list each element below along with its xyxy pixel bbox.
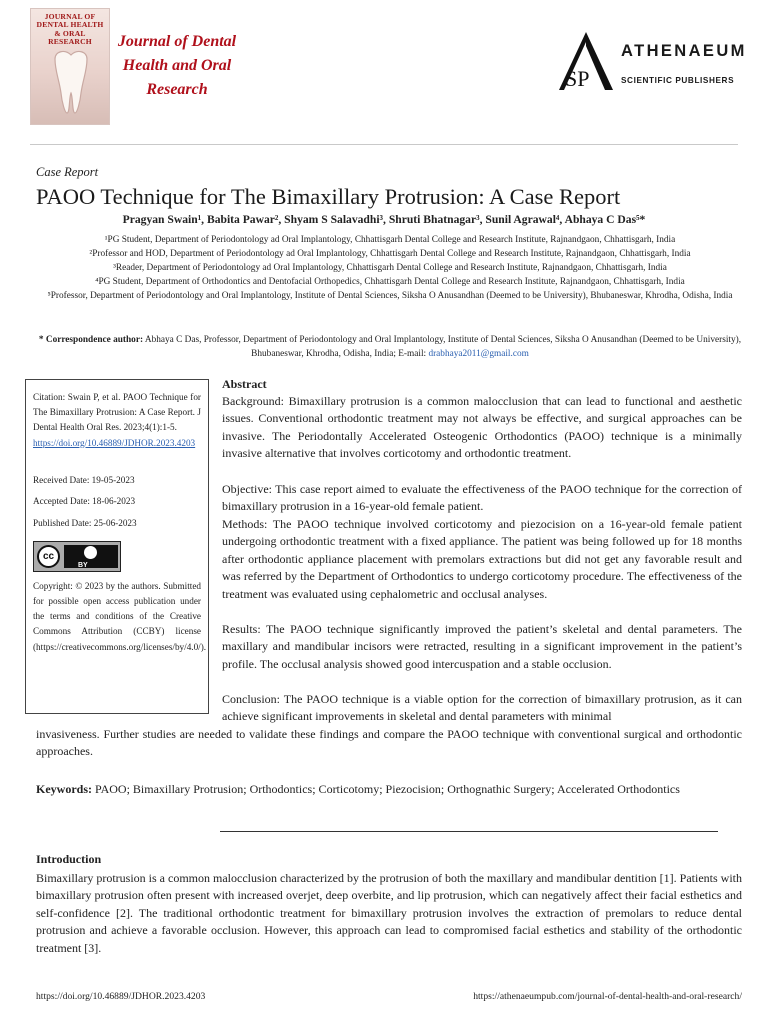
received-date: Received Date: 19-05-2023 — [33, 474, 135, 485]
tooth-icon — [49, 49, 93, 117]
journal-cover-image — [30, 8, 110, 125]
footer-doi[interactable]: https://doi.org/10.46889/JDHOR.2023.4203 — [36, 991, 206, 1002]
abstract-methods: Methods: The PAOO technique involved corticotomy and piezocision on a 16-year-old female patient undergoing orthodontic treatment with a fixed appliance. The patient was being followed up for 18 months after orthodontic appliance placement with premolars extractions but did not get any favorable result and was referred by the Department of Orthodontics to undergo corticotomy procedure. The effectiveness of the treatment was evaluated using cephalometric and occlusal analyses. — [222, 517, 742, 601]
affiliations — [36, 233, 744, 303]
footer-url[interactable]: https://athenaeumpub.com/journal-of-dental-health-and-oral-research/ — [473, 991, 742, 1002]
published-date: Published Date: 25-06-2023 — [33, 517, 137, 528]
introduction-text: Bimaxillary protrusion is a common malocclusion characterized by the protrusion of both the maxillary and mandibular dentition [1]. Patients with bimaxillary protrusion often present with increased overjet, deep overbite, and lip protrusion, which can negatively affect their facial esthetics and self-confidence [2]. The traditional orthodontic treatment for bimaxillary protrusion involves the extraction of premolars to reduce dental protrusion and achieve a favorable occlusion. However, this approach can lead to compromised facial esthetics and stability of the orthodontic treatment [3]. — [36, 871, 742, 955]
affiliation-3: ³Reader, Department of Periodontology ad Oral Implantology, Chhattisgarh Dental College and Research Institute, Rajnandgaon, Chhattisgarh, India — [113, 263, 667, 273]
affiliation-5: ⁵Professor, Department of Periodontology and Oral Implantology, Institute of Dental Sciences, Siksha O Anusandhan (Deemed to be University), Bhubaneswar, Khrodha, Odisha, India — [47, 291, 733, 301]
publisher-subtitle: SCIENTIFIC PUBLISHERS — [621, 76, 735, 85]
introduction-heading: Introduction — [36, 852, 102, 866]
abstract-results: Results: The PAOO technique significantly improved the patient’s skeletal and dental parameters. The maxillary and mandibular incisors were retracted, resulting in a significant improvement in the patient’s profile. The occlusal analysis showed good intercuspation and a stable occlusion. — [222, 622, 742, 671]
correspondence-label: * Correspondence author: — [38, 335, 144, 345]
abstract-conclusion: Conclusion: The PAOO technique is a viable option for the correction of bimaxillary protrusion, as it can achieve significant improvements in skeletal and dental parameters with minimal — [222, 692, 742, 724]
copyright-text: Copyright: © 2023 by the authors. Submitted for possible open access publication under the terms and conditions of the Creative Commons Attribution (CCBY) license (https://creativecommons.org/licenses/by/4.0/). — [33, 580, 207, 652]
keywords-text: PAOO; Bimaxillary Protrusion; Orthodontics; Corticotomy; Piezocision; Orthognathic Surgery; Accelerated Orthodontics — [95, 782, 680, 796]
cc-by-license-icon[interactable] — [33, 541, 121, 572]
accepted-date: Accepted Date: 18-06-2023 — [33, 496, 136, 507]
correspondence-email[interactable]: drabhaya2011@gmail.com — [428, 349, 529, 359]
author-list: Pragyan Swain¹, Babita Pawar², Shyam S Salavadhi³, Shruti Bhatnagar³, Sunil Agrawal⁴, Abhaya C Das⁵* — [122, 213, 646, 226]
correspondence — [36, 333, 744, 361]
article-title: PAOO Technique for The Bimaxillary Protrusion: A Case Report — [36, 184, 621, 209]
logo-letters: SP — [565, 66, 590, 91]
journal-name: Journal of Dental Health and Oral Research — [117, 33, 237, 98]
article-type: Case Report — [36, 165, 99, 179]
cover-title: JOURNAL OF DENTAL HEALTH & ORAL RESEARCH — [36, 12, 104, 47]
abstract-objective: Objective: This case report aimed to evaluate the effectiveness of the PAOO technique for the correction of bimaxillary protrusion in a 16-year-old female patient. — [222, 482, 742, 514]
abstract-conclusion-continued: invasiveness. Further studies are needed to validate these findings and compare the PAOO technique with conventional surgical and orthodontic approaches. — [36, 727, 742, 759]
by-icon — [64, 545, 118, 568]
article-dates — [33, 473, 201, 531]
citation-sidebar — [25, 379, 209, 714]
publisher-name: ATHENAEUM — [621, 42, 747, 60]
by-label: BY — [78, 561, 88, 569]
keywords-label: Keywords: — [36, 782, 92, 796]
keywords — [36, 781, 742, 798]
affiliation-4: ⁴PG Student, Department of Orthodontics and Dentofacial Orthopedics, Chhattisgarh Dental College and Research Institute, Rajnandgaon, Chhattisgarh, India — [95, 277, 685, 287]
affiliation-1: ¹PG Student, Department of Periodontology ad Oral Implantology, Chhattisgarh Dental College and Research Institute, Rajnandgaon, Chhattisgarh, India — [104, 235, 676, 245]
doi-link[interactable]: https://doi.org/10.46889/JDHOR.2023.4203 — [33, 437, 196, 448]
header-divider — [30, 144, 738, 145]
abstract-heading: Abstract — [222, 377, 267, 391]
citation-text: Citation: Swain P, et al. PAOO Technique for The Bimaxillary Protrusion: A Case Report. J Dental Health Oral Res. 2023;4(1):1-5. — [33, 392, 201, 433]
correspondence-text: Abhaya C Das, Professor, Department of Periodontology and Oral Implantology, Institute of Dental Sciences, Siksha O Anusandhan (Deemed to be University), Bhubaneswar, Khrodha, Odisha, India; E-mail: — [144, 335, 742, 359]
athenaeum-logo-icon — [555, 30, 617, 92]
cc-icon: cc — [37, 545, 60, 568]
abstract-background: Background: Bimaxillary protrusion is a common malocclusion that can lead to functional and aesthetic issues. Conventional orthodontic treatment may not always be effective, and surgical approaches can be invasive. The Periodontally Accelerated Osteogenic Orthodontics (PAOO) technique is a minimally invasive alternative that involves corticotomy and orthodontic treatment. — [222, 394, 742, 461]
affiliation-2: ²Professor and HOD, Department of Periodontology ad Oral Implantology, Chhattisgarh Dental College and Research Institute, Rajnandgaon, Chhattisgarh, India — [89, 249, 691, 259]
section-divider — [220, 831, 718, 832]
